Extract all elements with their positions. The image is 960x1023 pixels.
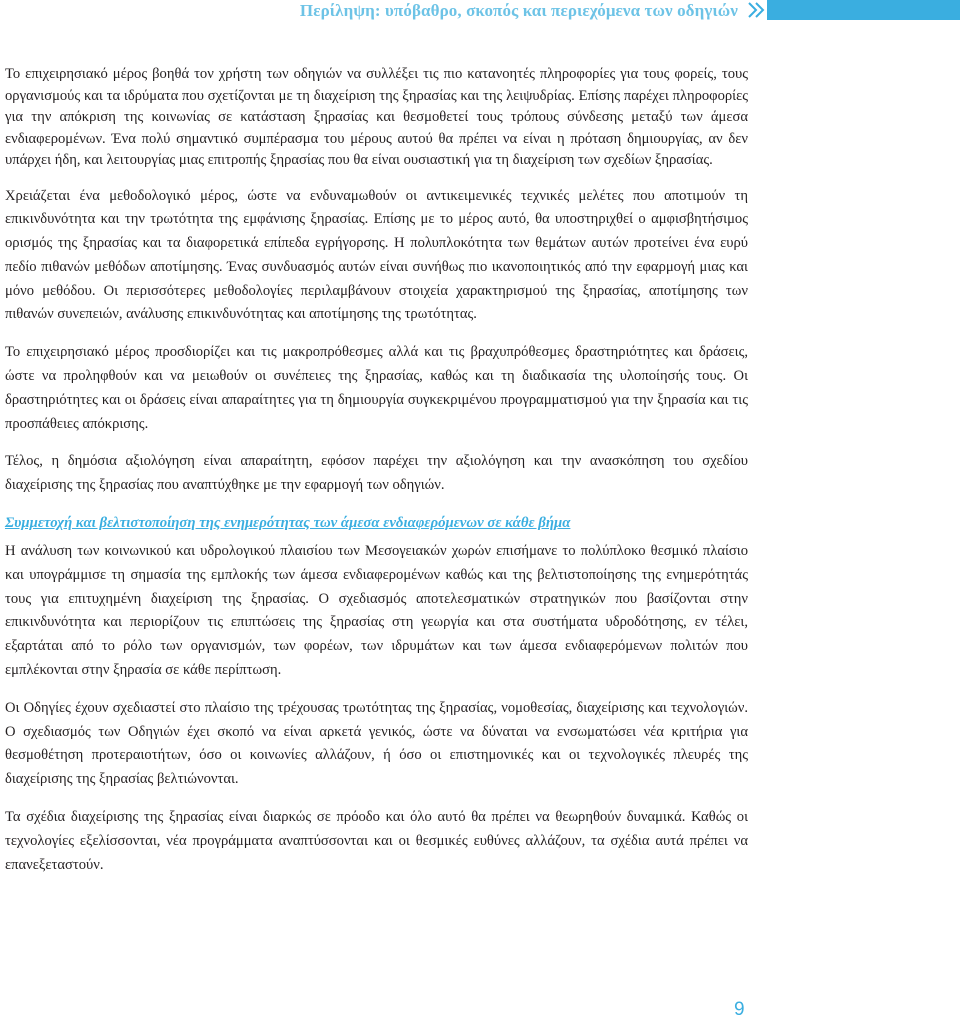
paragraph: Το επιχειρησιακό μέρος βοηθά τον χρήστη των οδηγιών να συλλέξει τις πιο κατανοητές πληροφορίες για τους φορείς, τους οργανισμούς και τα ιδρύματα που σχετίζονται με τη διαχείριση της ξηρασίας και της λειψυδρίας. Επίσης παρέχει πληροφορίες για την απόκριση της κοινωνίας σε κατάσταση ξηρασίας και θεσμοθετεί τους τρόπους σύνδεσης μεταξύ των άμεσα ενδιαφερομένων. Ένα πολύ σημαντικό συμπέρασμα του μέρους αυτού θα πρέπει να είναι η πρόταση δημιουργίας, αν δεν υπάρχει ήδη, και λειτουργίας μιας επιτροπής ξηρασίας που θα είναι ουσιαστική για τη διαχείριση των σχεδίων ξηρασίας. bbox=[5, 66, 748, 168]
header-accent-bar bbox=[767, 0, 960, 20]
header-title: Περίληψη: υπόβαθρο, σκοπός και περιεχόμενα των οδηγιών bbox=[299, 1, 738, 20]
paragraph: Οι Οδηγίες έχουν σχεδιαστεί στο πλαίσιο της τρέχουσας τρωτότητας της ξηρασίας, νομοθεσίας, διαχείρισης και τεχνολογιών. Ο σχεδιασμός των Οδηγιών έχει σκοπό να είναι αρκετά γενικός, ώστε να δύναται να ενσωματώσει νέα κριτήρια για θεσμοθέτηση προτεραιοτήτων, όσο οι κοινωνίες αλλάζουν, ή όσο οι επιστημονικές και οι τεχνολογικές πλευρές της διαχείρισης της ξηρασίας βελτιώνονται. bbox=[5, 699, 748, 788]
paragraph: Χρειάζεται ένα μεθοδολογικό μέρος, ώστε να ενδυναμωθούν οι αντικειμενικές τεχνικές μελέτες που αποτιμούν τη επικινδυνότητα και την τρωτότητα της εμφάνισης ξηρασίας. Επίσης με το μέρος αυτό, θα υποστηριχθεί ο αμφισβητήσιμος ορισμός της ξηρασίας και τα διαφορετικά επίπεδα εγρήγορσης. Η πολυπλοκότητα των θεμάτων αυτών προτείνει ένα ευρύ πεδίο πιθανών μεθόδων αποτίμησης. Ένας συνδυασμός αυτών είναι συνήθως πιο ικανοποιητικός από την εφαρμογή μιας και μόνο μεθόδου. Οι περισσότερες μεθοδολογίες περιλαμβάνουν στοιχεία χαρακτηρισμού της ξηρασίας, αποτίμησης των πιθανών συνεπειών, ανάλυσης επικινδυνότητας και αποτίμησης της τρωτότητας. bbox=[5, 187, 748, 323]
page-body bbox=[5, 64, 748, 891]
section-subheading: Συμμετοχή και βελτιστοποίηση της ενημερότητας των άμεσα ενδιαφερόμενων σε κάθε βήμα bbox=[5, 515, 571, 532]
paragraph: Τα σχέδια διαχείρισης της ξηρασίας είναι διαρκώς σε πρόοδο και όλο αυτό θα πρέπει να θεωρηθούν δυναμικά. Καθώς οι τεχνολογίες εξελίσσονται, νέα προγράμματα αναπτύσσονται και οι θεσμικές ευθύνες αλλάζουν, τα σχέδια αυτά πρέπει να επανεξεταστούν. bbox=[5, 809, 748, 873]
paragraph: Τέλος, η δημόσια αξιολόγηση είναι απαραίτητη, εφόσον παρέχει την αξιολόγηση και την ανασκόπηση του σχεδίου διαχείρισης της ξηρασίας που αναπτύχθηκε με την εφαρμογή των οδηγιών. bbox=[5, 453, 748, 494]
paragraph: Το επιχειρησιακό μέρος προσδιορίζει και τις μακροπρόθεσμες αλλά και τις βραχυπρόθεσμες δραστηριότητες και δράσεις, ώστε να προληφθούν και να μειωθούν οι συνέπειες της ξηρασίας, καθώς και τη διαδικασία της υλοποίησής τους. Οι δραστηριότητες και οι δράσεις είναι απαραίτητες για τη δημιουργία συγκεκριμένου προγραμματισμού για την ξηρασία και τις προσπάθειες απόκρισης. bbox=[5, 344, 748, 432]
chevron-right-icon bbox=[745, 0, 767, 20]
page-header bbox=[0, 0, 960, 22]
paragraph: Η ανάλυση των κοινωνικού και υδρολογικού πλαισίου των Μεσογειακών χωρών επισήμανε το πολύπλοκο θεσμικό πλαίσιο και υπογράμμισε τη σημασία της εμπλοκής των άμεσα ενδιαφερομένων καθώς και της βελτιστοποίησης της ενημερότητάς τους για επιτυχημένη διαχείριση της ξηρασίας. Ο σχεδιασμός αποτελεσματικών στρατηγικών που βασίζονται στην επικινδυνότητα και περιορίζουν τις επιπτώσεις της ξηρασίας στη γεωργία και στα συστήματα υδροδότησης, εν τέλει, εξαρτάται από το ρόλο των οργανισμών, των φορέων, των ιδρυμάτων και των άμεσα ενδιαφερόμενων πολιτών που εμπλέκονται στην ξηρασία σε κάθε περίπτωση. bbox=[5, 543, 748, 679]
page-number: 9 bbox=[734, 999, 745, 1020]
